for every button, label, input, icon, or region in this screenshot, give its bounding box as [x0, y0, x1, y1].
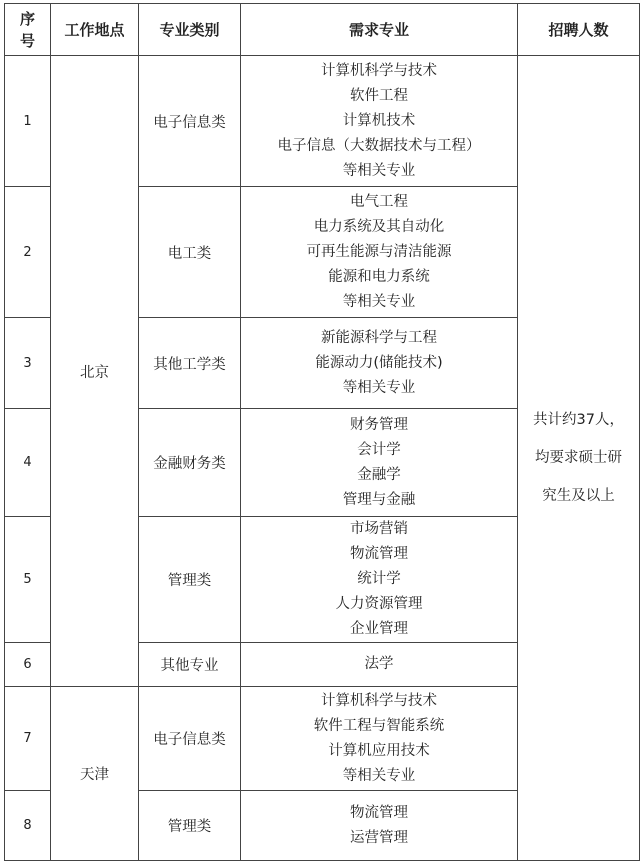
- major-item: 能源动力(储能技术): [315, 354, 443, 371]
- row-index: 1: [5, 56, 51, 187]
- majors-cell: [241, 56, 518, 187]
- row-index: 3: [5, 318, 51, 409]
- major-item: 法学: [364, 656, 394, 672]
- category-cell: 其他工学类: [139, 318, 241, 409]
- major-item: 企业管理: [350, 621, 408, 637]
- major-item: 等相关专业: [342, 379, 416, 396]
- location-cell: 北京: [51, 56, 139, 687]
- header-location: 工作地点: [51, 4, 139, 56]
- location-cell: 天津: [51, 687, 139, 861]
- major-item: 统计学: [357, 571, 401, 587]
- major-item: 计算机应用技术: [328, 742, 430, 759]
- major-item: 等相关专业: [342, 162, 416, 179]
- majors-cell: [241, 409, 518, 517]
- category-cell: 管理类: [139, 791, 241, 861]
- count-line: 究生及以上: [542, 488, 615, 504]
- majors-cell: [241, 187, 518, 318]
- major-item: 市场营销: [350, 521, 408, 537]
- header-row: [5, 4, 640, 56]
- major-item: 可再生能源与清洁能源: [306, 243, 452, 260]
- row-index: 6: [5, 643, 51, 687]
- count-cell: [518, 56, 640, 861]
- category-cell: 管理类: [139, 517, 241, 643]
- major-item: 等相关专业: [342, 767, 416, 784]
- row-index: 2: [5, 187, 51, 318]
- major-item: 财务管理: [350, 416, 408, 433]
- category-cell: 金融财务类: [139, 409, 241, 517]
- header-majors: 需求专业: [241, 4, 518, 56]
- category-cell: 电子信息类: [139, 56, 241, 187]
- majors-cell: [241, 791, 518, 861]
- table-row: [5, 56, 640, 187]
- count-line: 均要求硕士研: [535, 450, 622, 466]
- header-category: 专业类别: [139, 4, 241, 56]
- majors-cell: [241, 643, 518, 687]
- row-index: 7: [5, 687, 51, 791]
- major-item: 电力系统及其自动化: [313, 218, 445, 235]
- major-item: 运营管理: [350, 829, 408, 846]
- major-item: 能源和电力系统: [328, 268, 430, 285]
- row-index: 5: [5, 517, 51, 643]
- recruitment-table: [4, 3, 640, 861]
- header-seq: 序 号: [5, 4, 51, 56]
- majors-cell: [241, 687, 518, 791]
- major-item: 软件工程与智能系统: [313, 717, 445, 734]
- major-item: 软件工程: [350, 87, 408, 104]
- major-item: 计算机科学与技术: [321, 62, 437, 79]
- category-cell: 其他专业: [139, 643, 241, 687]
- major-item: 电子信息（大数据技术与工程）: [277, 137, 481, 154]
- row-index: 4: [5, 409, 51, 517]
- major-item: 管理与金融: [342, 491, 416, 508]
- major-item: 物流管理: [350, 546, 408, 562]
- count-line: 共计约37人，: [533, 412, 624, 428]
- majors-cell: [241, 318, 518, 409]
- major-item: 新能源科学与工程: [321, 329, 437, 346]
- major-item: 计算机科学与技术: [321, 692, 437, 709]
- major-item: 会计学: [357, 441, 401, 458]
- row-index: 8: [5, 791, 51, 861]
- header-count: 招聘人数: [518, 4, 640, 56]
- category-cell: 电工类: [139, 187, 241, 318]
- major-item: 计算机技术: [342, 112, 416, 129]
- major-item: 物流管理: [350, 804, 408, 821]
- category-cell: 电子信息类: [139, 687, 241, 791]
- major-item: 金融学: [357, 466, 401, 483]
- major-item: 人力资源管理: [335, 596, 423, 612]
- major-item: 电气工程: [350, 193, 408, 210]
- major-item: 等相关专业: [342, 293, 416, 310]
- majors-cell: [241, 517, 518, 643]
